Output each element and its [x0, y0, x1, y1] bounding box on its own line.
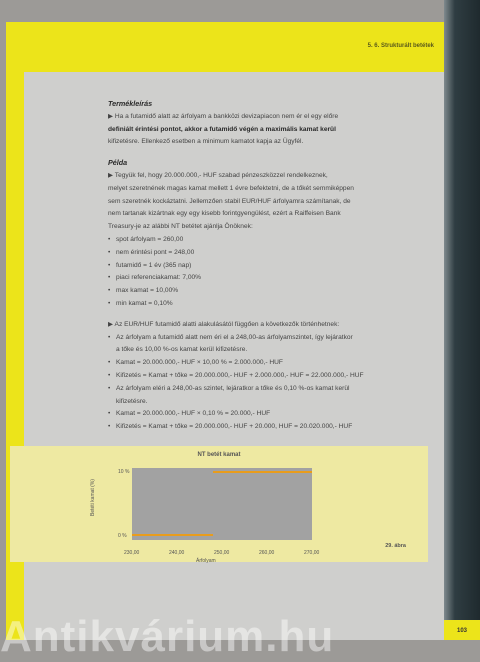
pelda-line-1: melyet szeretnének magas kamat mellett 1 évre befektetni, de a tőkét semmiképpen: [108, 184, 354, 192]
pelda-line-4: Treasury-je az alábbi NT betétet ajánlja Önöknek:: [108, 223, 253, 231]
scenario-intro: ▶ Az EUR/HUF futamidő alatti alakulásától függően a következők történhetnek:: [108, 320, 340, 328]
list-item: • Az árfolyam eléri a 248,00-as szintet, lejáratkor a tőke és 0,10 %-os kamat kerül: [108, 383, 420, 396]
pelda-line-2: sem szeretnék kockáztatni. Jellemzően stabil EUR/HUF árfolyamra számítanak, de: [108, 197, 351, 205]
list-item: • Kifizetés = Kamat + tőke = 20.000.000,- HUF + 2.000.000,- HUF = 22.000.000,- HUF: [108, 370, 420, 383]
chart-title: NT betét kamat: [197, 452, 241, 458]
chart-panel: [10, 446, 428, 562]
list-item-continued: kifizetésre.: [116, 397, 148, 405]
section1-line-0-text: Ha a futamidő alatt az árfolyam a bankközi devizapiacon nem ér el egy előre: [114, 112, 339, 120]
figure-caption: 29. ábra: [385, 543, 406, 549]
chart-series-line: [213, 471, 312, 473]
list-item: • futamidő = 1 év (365 nap): [108, 260, 420, 273]
chart-x-tick-label: 250,00: [214, 550, 230, 556]
scenario-list: [108, 332, 420, 434]
running-header: 5. 6. Strukturált betétek: [367, 43, 434, 49]
section1-line-1: definiált érintési pontot, akkor a futamidő végén a maximális kamat kerül: [108, 125, 336, 133]
list-item: • min kamat = 0,10%: [108, 298, 420, 311]
list-item: • max kamat = 10,00%: [108, 285, 420, 298]
chart-x-tick-label: 240,00: [169, 550, 185, 556]
pelda-line-3: nem tartanak kizártnak egy egy kisebb forintgyengülést, ezért a Raiffeisen Bank: [108, 210, 341, 218]
main-text: [108, 98, 420, 434]
chart-x-tick-label: 230,00: [124, 550, 140, 556]
list-item: • nem érintési pont = 248,00: [108, 247, 420, 260]
list-item: • Kamat = 20.000.000,- HUF × 10,00 % = 2.000.000,- HUF: [108, 357, 420, 370]
scenario-intro-text: Az EUR/HUF futamidő alatti alakulásától függően a következők történhetnek:: [114, 320, 340, 328]
chart-y-tick-label: 10 %: [118, 469, 130, 475]
section1-line-0: ▶ Ha a futamidő alatt az árfolyam a bankközi devizapiacon nem ér el egy előre: [108, 112, 339, 120]
book-spine: [444, 0, 480, 640]
list-item: • Az árfolyam a futamidő alatt nem éri el a 248,00-as árfolyamszintet, így lejáratkor: [108, 332, 420, 345]
chart-x-tick-label: 270,00: [304, 550, 320, 556]
list-item: • piaci referenciakamat: 7,00%: [108, 272, 420, 285]
chart-y-tick-label: 0 %: [118, 533, 127, 539]
list-item: • Kamat = 20.000.000,- HUF × 0,10 % = 20.000,- HUF: [108, 408, 420, 421]
chart-y-axis-label: Betéti kamat (%): [90, 479, 96, 516]
page-number: 103: [444, 620, 480, 640]
chart-series-line: [132, 534, 213, 536]
section-title-pelda: Példa: [108, 158, 128, 168]
section-title-termekleiras: Termékleírás: [108, 99, 153, 108]
pelda-line-0: ▶ Tegyük fel, hogy 20.000.000,- HUF szabad pénzeszközzel rendelkeznek,: [108, 171, 328, 179]
list-item-continued: a tőke és 10,00 %-os kamat kerül kifizetésre.: [116, 346, 248, 354]
chart-plot-area: [132, 468, 312, 540]
chart-x-axis-label: Árfolyam: [196, 558, 216, 564]
pelda-line-0-text: Tegyük fel, hogy 20.000.000,- HUF szabad pénzeszközzel rendelkeznek,: [114, 171, 328, 179]
list-item: • spot árfolyam = 260,00: [108, 234, 420, 247]
chart-x-tick-label: 260,00: [259, 550, 275, 556]
section1-line-2: kifizetésre. Ellenkező esetben a minimum kamatot kapja az Ügyfél.: [108, 138, 304, 146]
list-item: • Kifizetés = Kamat + tőke = 20.000.000,- HUF + 20.000, HUF = 20.020.000,- HUF: [108, 421, 420, 434]
watermark: Antikvárium.hu: [0, 612, 335, 661]
parameter-list: [108, 234, 420, 311]
